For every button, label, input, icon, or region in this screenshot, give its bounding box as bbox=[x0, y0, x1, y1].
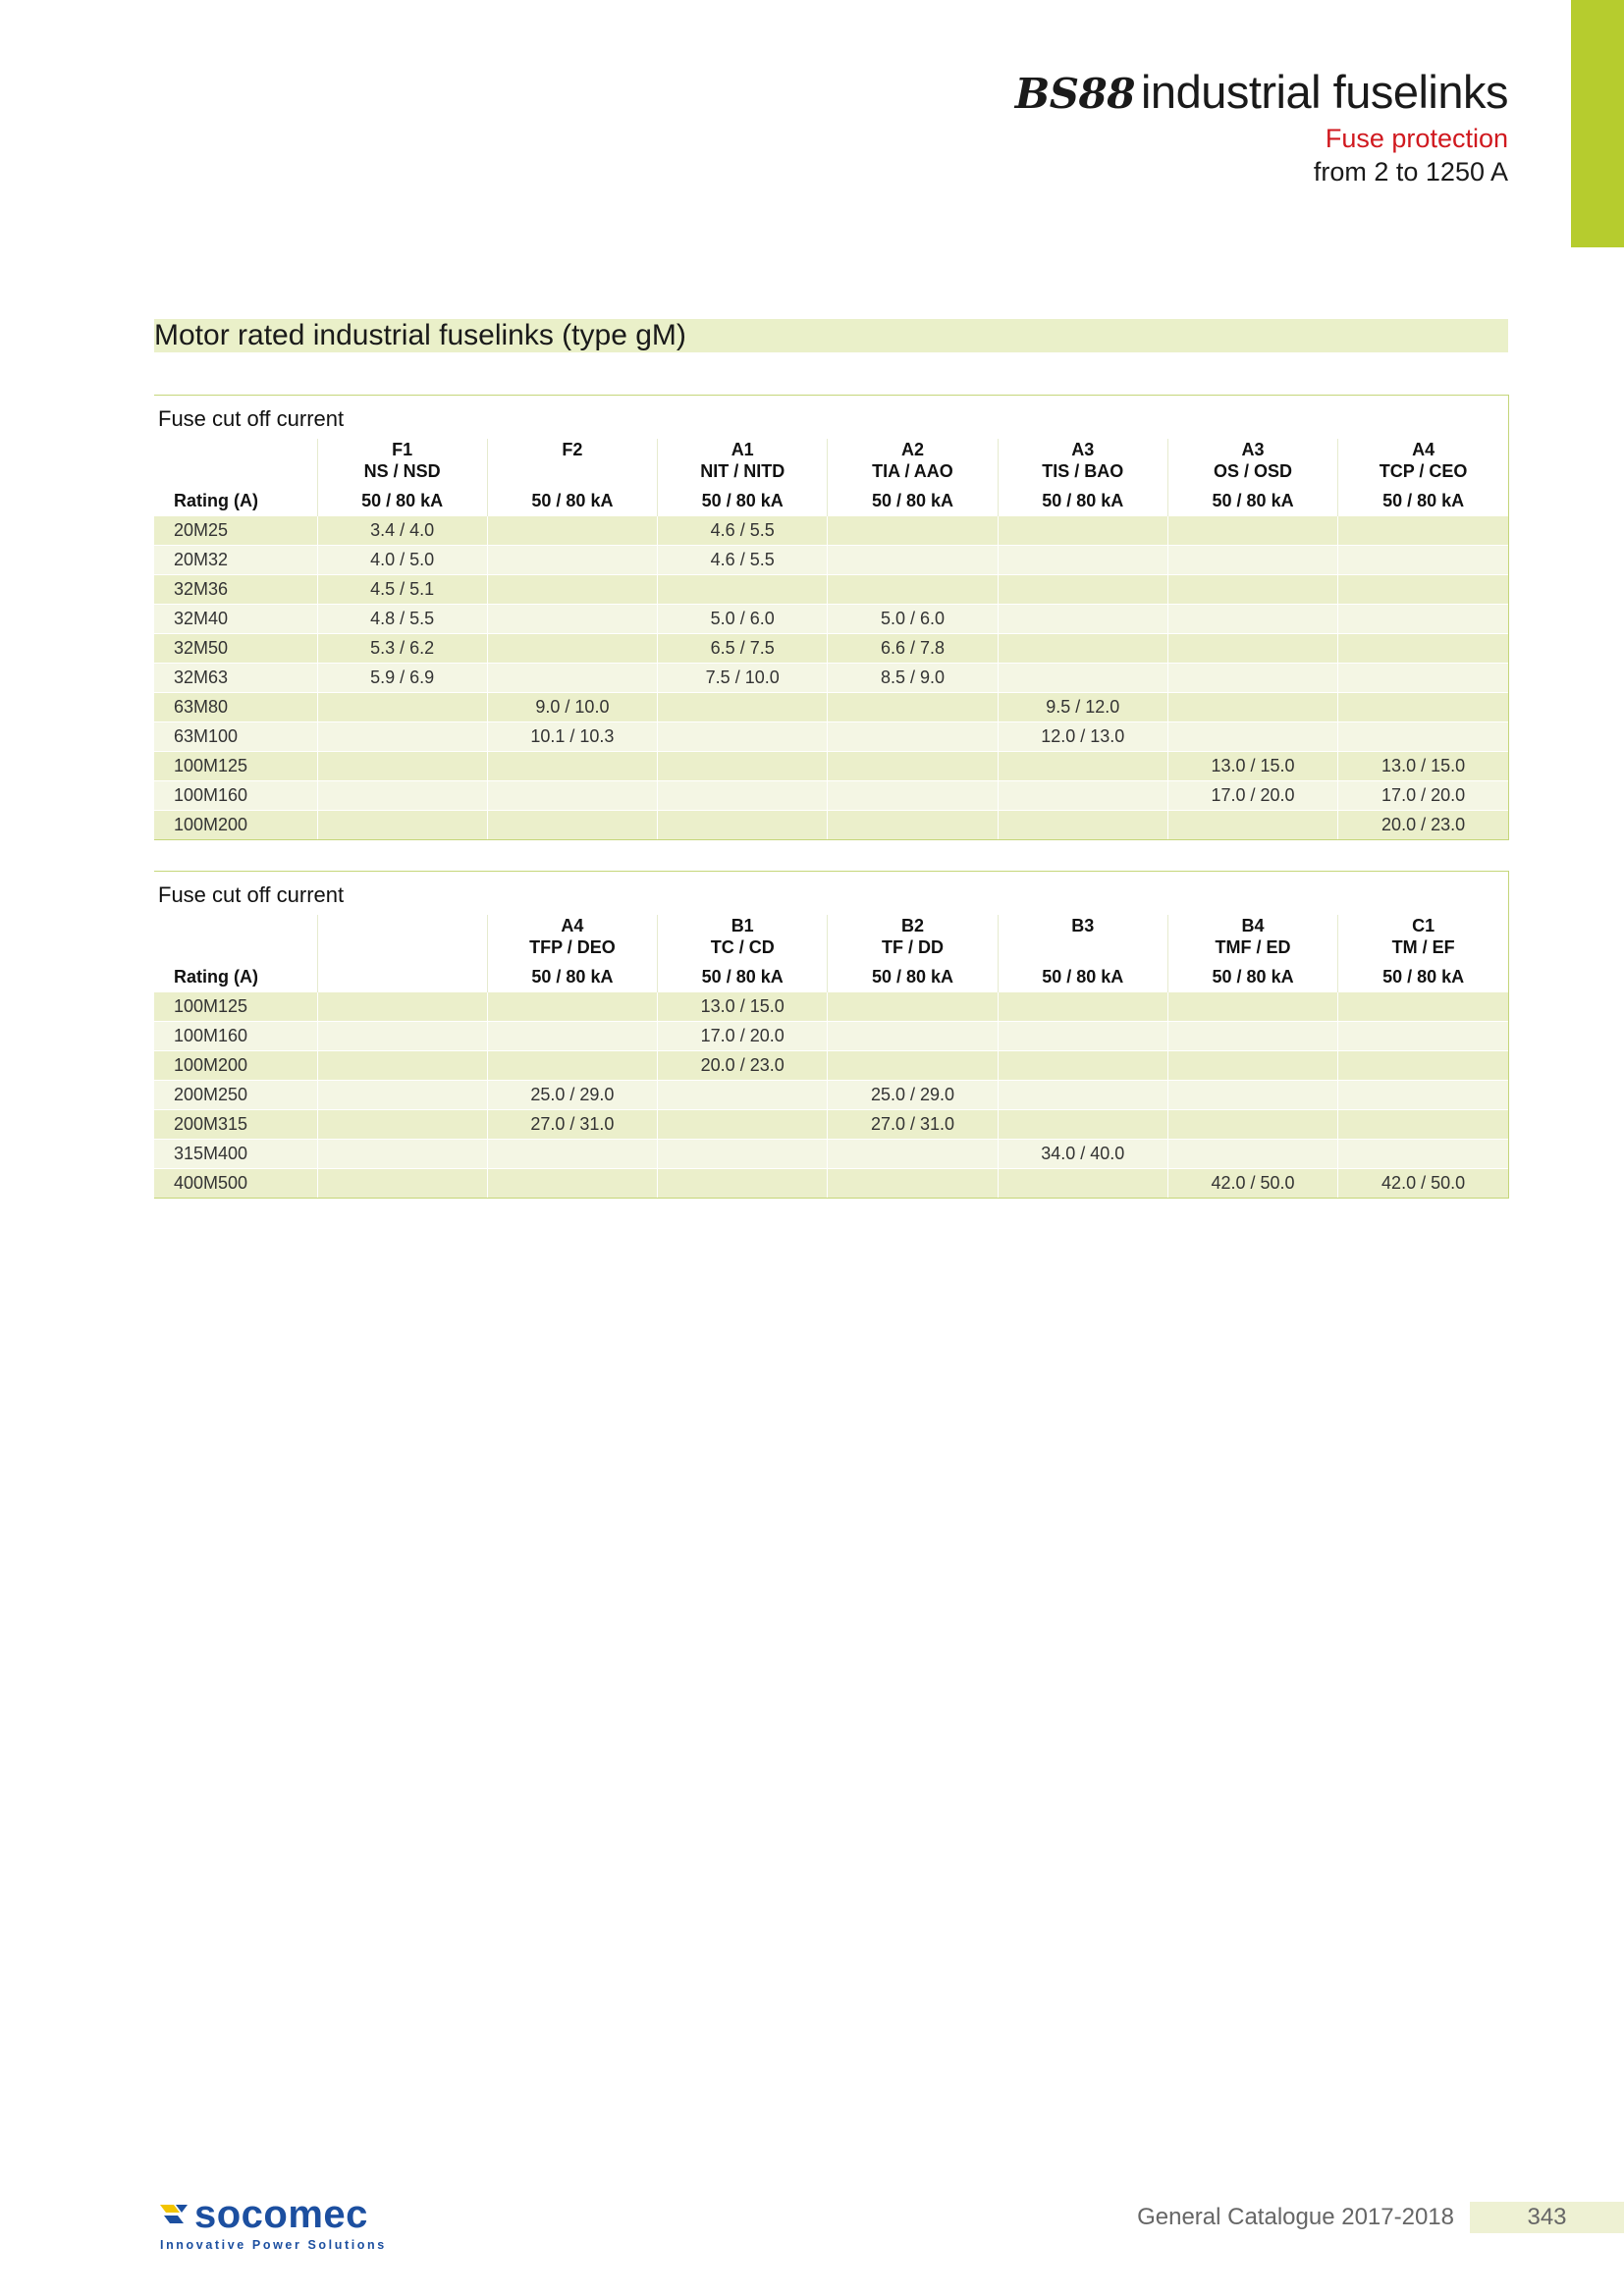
value-cell bbox=[317, 693, 487, 722]
value-cell bbox=[998, 1169, 1167, 1199]
table-caption: Fuse cut off current bbox=[158, 406, 345, 431]
value-cell bbox=[828, 1140, 998, 1169]
value-cell: 5.9 / 6.9 bbox=[317, 664, 487, 693]
column-header bbox=[658, 915, 828, 962]
value-cell: 5.0 / 6.0 bbox=[828, 605, 998, 634]
value-cell: 4.8 / 5.5 bbox=[317, 605, 487, 634]
logo-tagline: Innovative Power Solutions bbox=[160, 2238, 387, 2252]
value-cell bbox=[1167, 605, 1337, 634]
value-cell: 42.0 / 50.0 bbox=[1338, 1169, 1508, 1199]
value-cell bbox=[1338, 1140, 1508, 1169]
column-rating: 50 / 80 kA bbox=[658, 962, 828, 992]
value-cell bbox=[658, 811, 828, 840]
column-header bbox=[1167, 915, 1337, 962]
fuse-cutoff-table-2 bbox=[154, 871, 1509, 1199]
value-cell: 42.0 / 50.0 bbox=[1167, 1169, 1337, 1199]
rating-cell: 200M315 bbox=[154, 1110, 317, 1140]
rating-cell: 32M36 bbox=[154, 575, 317, 605]
column-header bbox=[998, 439, 1167, 486]
value-cell bbox=[1338, 605, 1508, 634]
value-cell bbox=[1167, 664, 1337, 693]
page-title bbox=[1015, 65, 1508, 122]
value-cell bbox=[998, 546, 1167, 575]
column-rating: 50 / 80 kA bbox=[828, 962, 998, 992]
column-rating: 50 / 80 kA bbox=[1338, 486, 1508, 516]
column-code: B1 bbox=[731, 916, 754, 935]
value-cell bbox=[487, 1169, 657, 1199]
value-cell bbox=[1167, 516, 1337, 546]
value-cell bbox=[828, 575, 998, 605]
value-cell: 13.0 / 15.0 bbox=[1338, 752, 1508, 781]
column-code: A4 bbox=[1412, 440, 1435, 459]
logo-mark-icon bbox=[160, 2203, 189, 2226]
column-rating: 50 / 80 kA bbox=[487, 962, 657, 992]
value-cell bbox=[998, 1051, 1167, 1081]
value-cell bbox=[658, 1110, 828, 1140]
column-rating: 50 / 80 kA bbox=[658, 486, 828, 516]
rating-label: Rating (A) bbox=[174, 491, 258, 510]
column-rating: 50 / 80 kA bbox=[998, 486, 1167, 516]
value-cell bbox=[317, 1169, 487, 1199]
column-name: TC / CD bbox=[710, 937, 775, 957]
column-rating: 50 / 80 kA bbox=[828, 486, 998, 516]
value-cell bbox=[658, 722, 828, 752]
value-cell: 17.0 / 20.0 bbox=[658, 1022, 828, 1051]
value-cell: 6.6 / 7.8 bbox=[828, 634, 998, 664]
table-row bbox=[154, 781, 1508, 811]
value-cell bbox=[828, 1022, 998, 1051]
table-row bbox=[154, 752, 1508, 781]
value-cell bbox=[1167, 634, 1337, 664]
rating-cell: 200M250 bbox=[154, 1081, 317, 1110]
value-cell bbox=[828, 722, 998, 752]
fuse-cutoff-table-1 bbox=[154, 395, 1509, 840]
column-name: TMF / ED bbox=[1215, 937, 1291, 957]
table-row bbox=[154, 811, 1508, 840]
value-cell bbox=[1338, 722, 1508, 752]
value-cell bbox=[317, 781, 487, 811]
column-header bbox=[1167, 439, 1337, 486]
value-cell bbox=[1338, 1110, 1508, 1140]
rating-cell: 400M500 bbox=[154, 1169, 317, 1199]
column-header bbox=[828, 915, 998, 962]
value-cell bbox=[998, 605, 1167, 634]
value-cell: 4.6 / 5.5 bbox=[658, 516, 828, 546]
column-code: A1 bbox=[731, 440, 754, 459]
value-cell: 5.3 / 6.2 bbox=[317, 634, 487, 664]
value-cell: 27.0 / 31.0 bbox=[487, 1110, 657, 1140]
value-cell bbox=[1167, 1051, 1337, 1081]
value-cell bbox=[317, 992, 487, 1022]
page-range: from 2 to 1250 A bbox=[1313, 157, 1508, 187]
rating-cell: 100M200 bbox=[154, 811, 317, 840]
value-cell: 13.0 / 15.0 bbox=[1167, 752, 1337, 781]
value-cell bbox=[487, 781, 657, 811]
table-row bbox=[154, 1022, 1508, 1051]
value-cell bbox=[998, 634, 1167, 664]
table-row bbox=[154, 722, 1508, 752]
table-row bbox=[154, 992, 1508, 1022]
value-cell bbox=[317, 722, 487, 752]
value-cell: 12.0 / 13.0 bbox=[998, 722, 1167, 752]
value-cell: 27.0 / 31.0 bbox=[828, 1110, 998, 1140]
value-cell bbox=[658, 752, 828, 781]
value-cell: 20.0 / 23.0 bbox=[1338, 811, 1508, 840]
value-cell bbox=[1167, 722, 1337, 752]
value-cell bbox=[1167, 1081, 1337, 1110]
value-cell: 13.0 / 15.0 bbox=[658, 992, 828, 1022]
value-cell bbox=[1167, 575, 1337, 605]
value-cell: 8.5 / 9.0 bbox=[828, 664, 998, 693]
column-rating: 50 / 80 kA bbox=[1167, 486, 1337, 516]
column-code: F2 bbox=[562, 440, 583, 459]
value-cell bbox=[1338, 1081, 1508, 1110]
value-cell bbox=[487, 811, 657, 840]
value-cell bbox=[998, 664, 1167, 693]
value-cell bbox=[1338, 516, 1508, 546]
column-name: NS / NSD bbox=[363, 461, 441, 481]
value-cell bbox=[1338, 1051, 1508, 1081]
value-cell bbox=[828, 693, 998, 722]
table-row bbox=[154, 1081, 1508, 1110]
value-cell: 6.5 / 7.5 bbox=[658, 634, 828, 664]
column-name: TCP / CEO bbox=[1379, 461, 1468, 481]
column-code: C1 bbox=[1412, 916, 1435, 935]
value-cell bbox=[828, 752, 998, 781]
value-cell bbox=[998, 1081, 1167, 1110]
value-cell: 5.0 / 6.0 bbox=[658, 605, 828, 634]
rating-cell: 63M100 bbox=[154, 722, 317, 752]
value-cell: 4.0 / 5.0 bbox=[317, 546, 487, 575]
value-cell bbox=[487, 516, 657, 546]
catalogue-label: General Catalogue 2017-2018 bbox=[1137, 2204, 1454, 2230]
value-cell bbox=[487, 992, 657, 1022]
value-cell bbox=[317, 752, 487, 781]
title-brand: BS88 bbox=[1014, 70, 1135, 118]
column-code: A3 bbox=[1071, 440, 1095, 459]
value-cell bbox=[487, 1051, 657, 1081]
column-name: NIT / NITD bbox=[700, 461, 785, 481]
column-code: B4 bbox=[1241, 916, 1265, 935]
value-cell bbox=[998, 992, 1167, 1022]
table-row bbox=[154, 546, 1508, 575]
value-cell bbox=[828, 811, 998, 840]
value-cell bbox=[1338, 575, 1508, 605]
table-row bbox=[154, 605, 1508, 634]
data-table bbox=[154, 915, 1508, 1198]
page-header bbox=[1015, 65, 1508, 188]
value-cell bbox=[487, 1022, 657, 1051]
value-cell bbox=[1167, 1140, 1337, 1169]
column-code: A2 bbox=[900, 440, 924, 459]
column-rating: 50 / 80 kA bbox=[1338, 962, 1508, 992]
value-cell bbox=[487, 605, 657, 634]
value-cell: 17.0 / 20.0 bbox=[1167, 781, 1337, 811]
value-cell bbox=[317, 1140, 487, 1169]
rating-cell: 32M63 bbox=[154, 664, 317, 693]
value-cell bbox=[998, 1022, 1167, 1051]
section-color-tab bbox=[1571, 0, 1624, 247]
value-cell: 17.0 / 20.0 bbox=[1338, 781, 1508, 811]
table-row bbox=[154, 1051, 1508, 1081]
column-name: TM / EF bbox=[1391, 937, 1455, 957]
table-row bbox=[154, 1140, 1508, 1169]
value-cell bbox=[1338, 693, 1508, 722]
column-header bbox=[1338, 439, 1508, 486]
value-cell bbox=[1167, 992, 1337, 1022]
column-code: B2 bbox=[900, 916, 924, 935]
value-cell bbox=[998, 781, 1167, 811]
column-name: TIS / BAO bbox=[1042, 461, 1124, 481]
value-cell bbox=[1167, 811, 1337, 840]
table-row bbox=[154, 693, 1508, 722]
rating-cell: 100M125 bbox=[154, 752, 317, 781]
value-cell bbox=[658, 1169, 828, 1199]
value-cell bbox=[998, 516, 1167, 546]
value-cell: 25.0 / 29.0 bbox=[487, 1081, 657, 1110]
value-cell bbox=[1338, 546, 1508, 575]
rating-cell: 100M160 bbox=[154, 1022, 317, 1051]
rating-cell: 315M400 bbox=[154, 1140, 317, 1169]
rating-cell: 32M40 bbox=[154, 605, 317, 634]
column-rating bbox=[317, 962, 487, 992]
value-cell bbox=[828, 992, 998, 1022]
value-cell bbox=[828, 781, 998, 811]
table-row bbox=[154, 664, 1508, 693]
value-cell: 4.6 / 5.5 bbox=[658, 546, 828, 575]
value-cell bbox=[487, 634, 657, 664]
rating-cell: 20M32 bbox=[154, 546, 317, 575]
value-cell bbox=[487, 1140, 657, 1169]
value-cell bbox=[998, 1110, 1167, 1140]
value-cell: 7.5 / 10.0 bbox=[658, 664, 828, 693]
column-name: TFP / DEO bbox=[529, 937, 616, 957]
value-cell bbox=[828, 516, 998, 546]
value-cell bbox=[658, 781, 828, 811]
value-cell: 34.0 / 40.0 bbox=[998, 1140, 1167, 1169]
value-cell bbox=[828, 1169, 998, 1199]
value-cell: 9.5 / 12.0 bbox=[998, 693, 1167, 722]
rating-cell: 100M200 bbox=[154, 1051, 317, 1081]
value-cell: 25.0 / 29.0 bbox=[828, 1081, 998, 1110]
column-code: F1 bbox=[392, 440, 413, 459]
column-rating: 50 / 80 kA bbox=[487, 486, 657, 516]
value-cell bbox=[998, 752, 1167, 781]
column-header bbox=[317, 915, 487, 962]
value-cell bbox=[658, 1140, 828, 1169]
value-cell bbox=[487, 664, 657, 693]
value-cell bbox=[487, 752, 657, 781]
value-cell bbox=[317, 811, 487, 840]
column-header bbox=[1338, 915, 1508, 962]
value-cell bbox=[1167, 1022, 1337, 1051]
logo-wordmark: socomec bbox=[194, 2193, 368, 2236]
column-header bbox=[828, 439, 998, 486]
column-header bbox=[317, 439, 487, 486]
rating-label: Rating (A) bbox=[174, 967, 258, 987]
value-cell bbox=[317, 1081, 487, 1110]
value-cell bbox=[487, 546, 657, 575]
column-header bbox=[487, 439, 657, 486]
header-corner bbox=[154, 439, 317, 486]
rating-cell: 100M160 bbox=[154, 781, 317, 811]
header-corner bbox=[154, 915, 317, 962]
rating-cell: 63M80 bbox=[154, 693, 317, 722]
rating-cell: 100M125 bbox=[154, 992, 317, 1022]
column-header bbox=[658, 439, 828, 486]
page-subtitle: Fuse protection bbox=[1325, 124, 1508, 153]
column-name: TIA / AAO bbox=[872, 461, 953, 481]
title-text: industrial fuselinks bbox=[1140, 66, 1508, 118]
value-cell bbox=[658, 1081, 828, 1110]
column-name: TF / DD bbox=[881, 937, 944, 957]
column-code: B3 bbox=[1071, 916, 1095, 935]
value-cell bbox=[658, 693, 828, 722]
value-cell bbox=[828, 1051, 998, 1081]
rating-cell: 32M50 bbox=[154, 634, 317, 664]
table-row bbox=[154, 1110, 1508, 1140]
value-cell bbox=[1167, 1110, 1337, 1140]
value-cell bbox=[998, 575, 1167, 605]
column-header bbox=[998, 915, 1167, 962]
value-cell: 9.0 / 10.0 bbox=[487, 693, 657, 722]
value-cell bbox=[1338, 634, 1508, 664]
value-cell bbox=[317, 1110, 487, 1140]
table-caption: Fuse cut off current bbox=[158, 882, 345, 907]
value-cell bbox=[317, 1051, 487, 1081]
value-cell: 4.5 / 5.1 bbox=[317, 575, 487, 605]
table-row bbox=[154, 575, 1508, 605]
value-cell bbox=[828, 546, 998, 575]
rating-cell: 20M25 bbox=[154, 516, 317, 546]
value-cell bbox=[658, 575, 828, 605]
socomec-logo bbox=[157, 2193, 452, 2258]
value-cell bbox=[317, 1022, 487, 1051]
value-cell: 20.0 / 23.0 bbox=[658, 1051, 828, 1081]
table-row bbox=[154, 516, 1508, 546]
page-number: 343 bbox=[1470, 2202, 1624, 2233]
column-header bbox=[487, 915, 657, 962]
column-rating: 50 / 80 kA bbox=[317, 486, 487, 516]
column-name: OS / OSD bbox=[1214, 461, 1293, 481]
table-row bbox=[154, 1169, 1508, 1199]
section-title: Motor rated industrial fuselinks (type gM) bbox=[154, 319, 1508, 352]
value-cell: 3.4 / 4.0 bbox=[317, 516, 487, 546]
value-cell bbox=[1167, 546, 1337, 575]
value-cell bbox=[998, 811, 1167, 840]
data-table bbox=[154, 439, 1508, 839]
column-code: A4 bbox=[561, 916, 584, 935]
value-cell: 10.1 / 10.3 bbox=[487, 722, 657, 752]
column-rating: 50 / 80 kA bbox=[1167, 962, 1337, 992]
value-cell bbox=[1338, 1022, 1508, 1051]
value-cell bbox=[1338, 992, 1508, 1022]
value-cell bbox=[1338, 664, 1508, 693]
column-code: A3 bbox=[1241, 440, 1265, 459]
value-cell bbox=[1167, 693, 1337, 722]
table-row bbox=[154, 634, 1508, 664]
value-cell bbox=[487, 575, 657, 605]
column-rating: 50 / 80 kA bbox=[998, 962, 1167, 992]
